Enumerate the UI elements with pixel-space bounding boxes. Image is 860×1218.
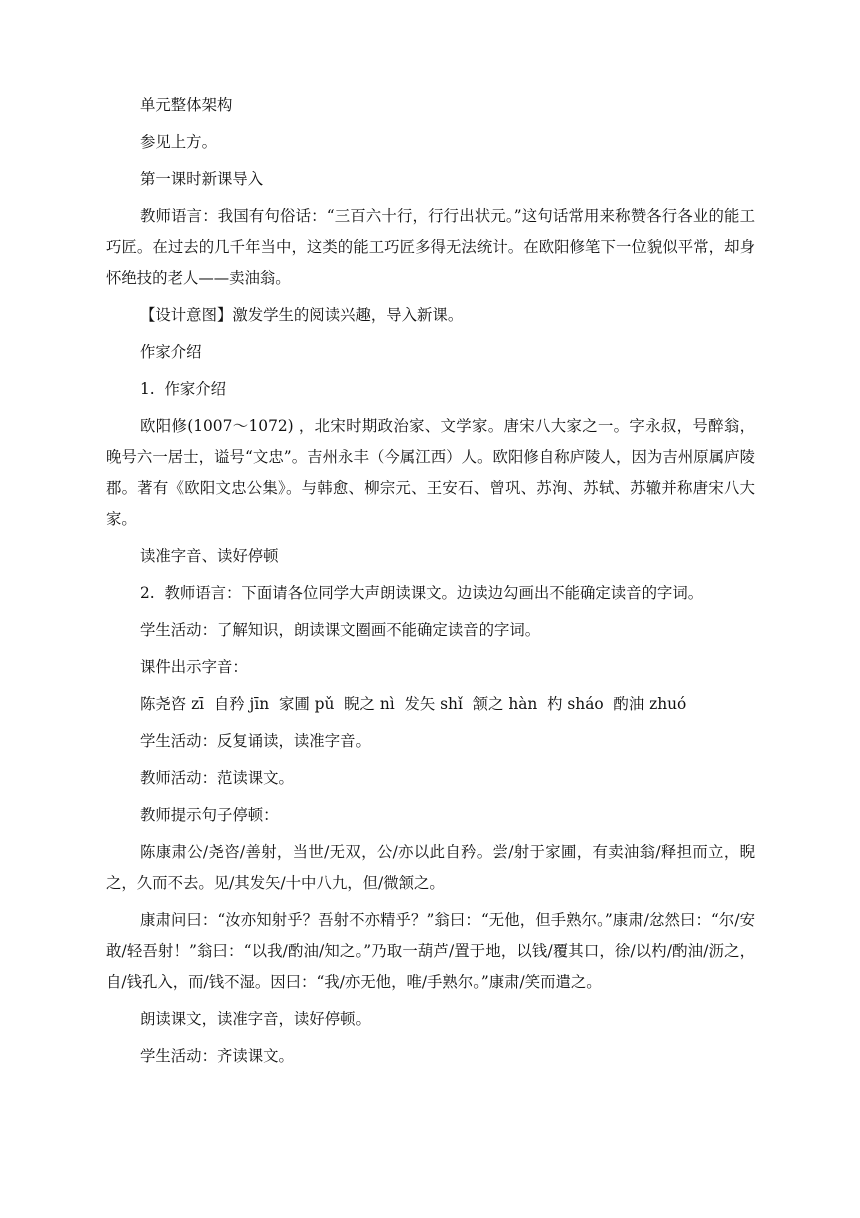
paragraph-teacher-activity: 教师活动：范读课文。: [140, 769, 294, 787]
paragraph-pause-hint: 教师提示句子停顿：: [140, 806, 279, 824]
paragraph-design-intent: 【设计意图】激发学生的阅读兴趣，导入新课。: [140, 306, 464, 324]
paragraph-slide-pronunciation: 课件出示字音：: [140, 658, 248, 676]
paragraph-author-bio: 欧阳修(1007～1072) ，北宋时期政治家、文学家。唐宋八大家之一。字永叔，号醉翁，晚号六一居士，谥号“文忠”。吉州永丰（今属江西）人。欧阳修自称庐陵人，因为吉州原属庐陵郡。著有《欧阳文忠公集》。与韩愈、柳宗元、王安石、曾巩、苏洵、苏轼、苏辙并称唐宋八大家。: [106, 417, 755, 528]
heading-unit-structure: 单元整体架构: [140, 96, 233, 114]
paragraph-pinyin-list: 陈尧咨 zī 自矜 jīn 家圃 pǔ 睨之 nì 发矢 shǐ 颔之 hàn 杓 sháo 酌油 zhuó: [140, 695, 687, 713]
paragraph-student-activity-1: 学生活动：了解知识，朗读课文圈画不能确定读音的字词。: [140, 621, 541, 639]
paragraph-text-part-2: 康肃问曰：“汝亦知射乎？吾射不亦精乎？”翁曰：“无他，但手熟尔。”康肃/忿然曰：“尔/安敢/轻吾射！”翁曰：“以我/酌油/知之。”乃取一葫芦/置于地，以钱/覆其口，徐/以杓/酌油/沥之，自/钱孔入，而/钱不湿。因曰：“我/亦无他，唯/手熟尔。”康肃/笑而遣之。: [106, 911, 755, 991]
paragraph-read-aloud-summary: 朗读课文，读准字音，读好停顿。: [140, 1010, 371, 1028]
heading-author-intro: 作家介绍: [140, 343, 202, 361]
paragraph-teacher-intro: 教师语言：我国有句俗话：“三百六十行，行行出状元。”这句话常用来称赞各行各业的能工巧匠。在过去的几千年当中，这类的能工巧匠多得无法统计。在欧阳修笔下一位貌似平常，却身怀绝技的老人——卖油翁。: [106, 207, 755, 287]
heading-pronunciation: 读准字音、读好停顿: [140, 547, 279, 565]
document-body: [106, 90, 755, 1078]
paragraph-see-above: 参见上方。: [140, 133, 217, 151]
numbered-item-read-aloud: 2. 教师语言：下面请各位同学大声朗读课文。边读边勾画出不能确定读音的字词。: [140, 584, 704, 602]
paragraph-student-activity-2: 学生活动：反复诵读，读准字音。: [140, 732, 371, 750]
paragraph-student-activity-3: 学生活动：齐读课文。: [140, 1047, 294, 1065]
numbered-item-author-intro: 1. 作家介绍: [140, 380, 227, 398]
paragraph-text-part-1: 陈康肃公/尧咨/善射，当世/无双，公/亦以此自矜。尝/射于家圃，有卖油翁/释担而立，睨之，久而不去。见/其发矢/十中八九，但/微颔之。: [106, 843, 755, 892]
heading-lesson-intro: 第一课时新课导入: [140, 170, 264, 188]
